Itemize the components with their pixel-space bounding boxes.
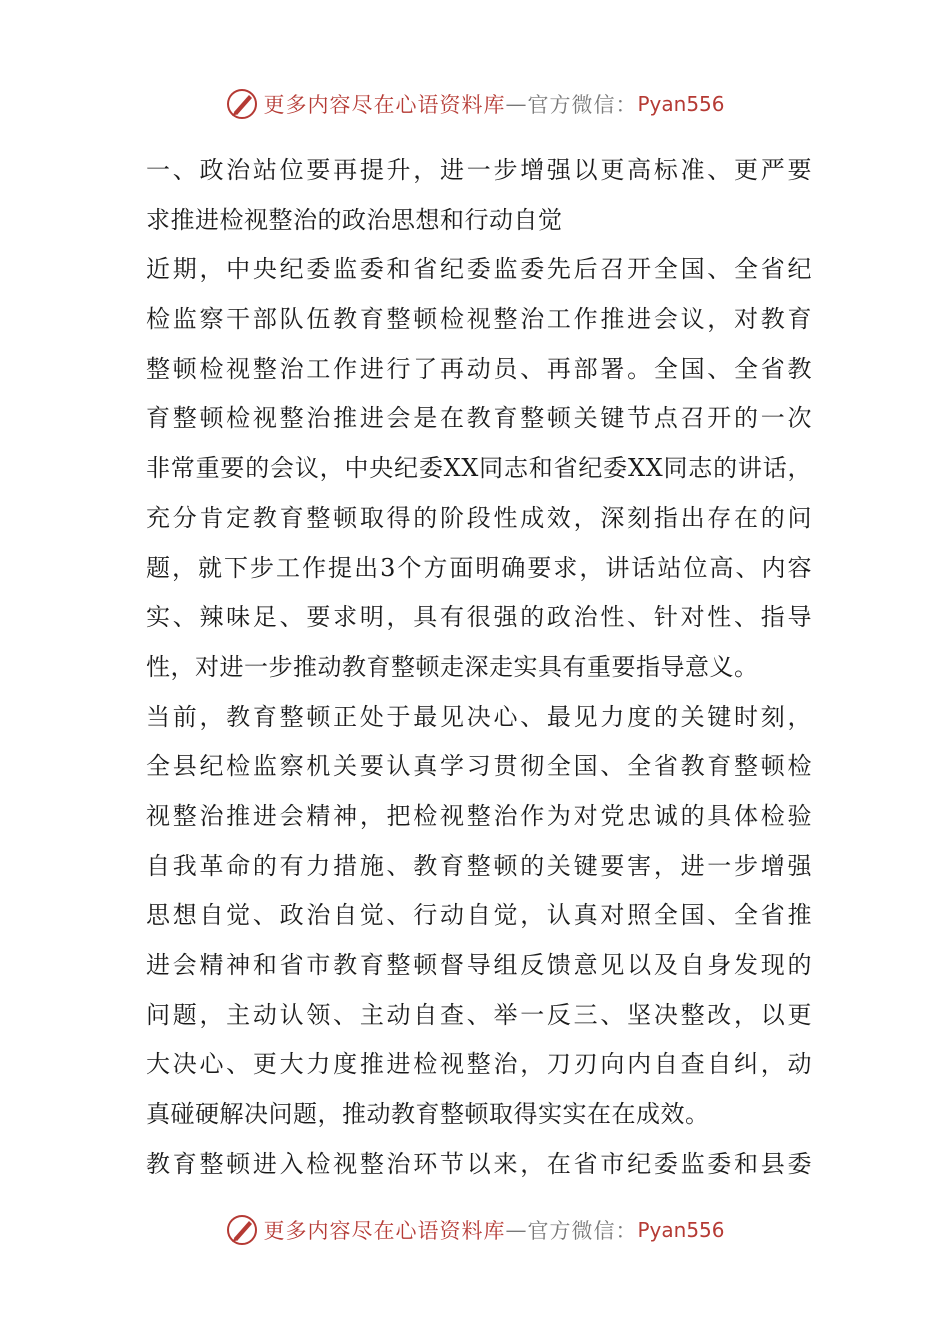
brand-text: 更多内容尽在心语资料库 — [263, 1219, 506, 1243]
official-wechat-label: 官方微信： — [527, 93, 638, 117]
paragraph-line: 性，对进一步推动教育整顿走深走实具有重要指导意义。 — [146, 652, 759, 681]
paragraph-line: 进会精神和省市教育整顿督导组反馈意见以及自身发现的 — [146, 951, 812, 979]
brand-dash: — — [505, 1218, 528, 1242]
paragraph-line: 当前，教育整顿正处于最见决心、最见力度的关键时刻， — [146, 702, 812, 731]
paragraph-line: 全县纪检监察机关要认真学习贯彻全国、全省教育整顿检 — [146, 752, 812, 781]
pen-logo-icon — [225, 87, 259, 121]
paragraph-line: 思想自觉、政治自觉、行动自觉，认真对照全国、全省推 — [146, 901, 812, 930]
brand-text: 更多内容尽在心语资料库 — [263, 93, 506, 117]
header-banner — [0, 84, 950, 124]
paragraph-line: 教育整顿进入检视整治环节以来，在省市纪委监委和县委 — [146, 1149, 812, 1178]
paragraph-line: 视整治推进会精神，把检视整治作为对党忠诚的具体检验 — [146, 801, 812, 830]
paragraph-line: 题，就下步工作提出3个方面明确要求，讲话站位高、内容 — [146, 553, 812, 582]
official-wechat-label: 官方微信： — [527, 1219, 638, 1243]
paragraph-line: 育整顿检视整治推进会是在教育整顿关键节点召开的一次 — [146, 404, 812, 433]
paragraph-line: 整顿检视整治工作进行了再动员、再部署。全国、全省教 — [146, 354, 812, 383]
wechat-id: Pyan556 — [637, 1218, 725, 1242]
paragraph-line: 问题，主动认领、主动自查、举一反三、坚决整改，以更 — [146, 1000, 812, 1029]
footer-banner — [0, 1210, 950, 1250]
paragraph-line: 大决心、更大力度推进检视整治，刀刃向内自查自纠，动 — [146, 1050, 812, 1079]
document-body — [146, 146, 812, 1189]
pen-logo-icon — [225, 1213, 259, 1247]
paragraph-line: 自我革命的有力措施、教育整顿的关键要害，进一步增强 — [146, 851, 812, 880]
paragraph-line: 实、辣味足、要求明，具有很强的政治性、针对性、指导 — [146, 603, 812, 632]
wechat-id: Pyan556 — [637, 92, 725, 116]
heading-line: 一、政治站位要再提升，进一步增强以更高标准、更严要 — [146, 156, 812, 184]
paragraph-line: 近期，中央纪委监委和省纪委监委先后召开全国、全省纪 — [146, 255, 812, 284]
paragraph-line: 真碰硬解决问题，推动教育整顿取得实实在在成效。 — [146, 1100, 710, 1129]
heading-line: 求推进检视整治的政治思想和行动自觉 — [146, 205, 563, 234]
paragraph-line: 非常重要的会议，中央纪委XX同志和省纪委XX同志的讲话， — [146, 454, 812, 483]
brand-dash: — — [505, 92, 528, 116]
paragraph-line: 充分肯定教育整顿取得的阶段性成效，深刻指出存在的问 — [146, 503, 812, 532]
paragraph-line: 检监察干部队伍教育整顿检视整治工作推进会议，对教育 — [146, 305, 812, 334]
